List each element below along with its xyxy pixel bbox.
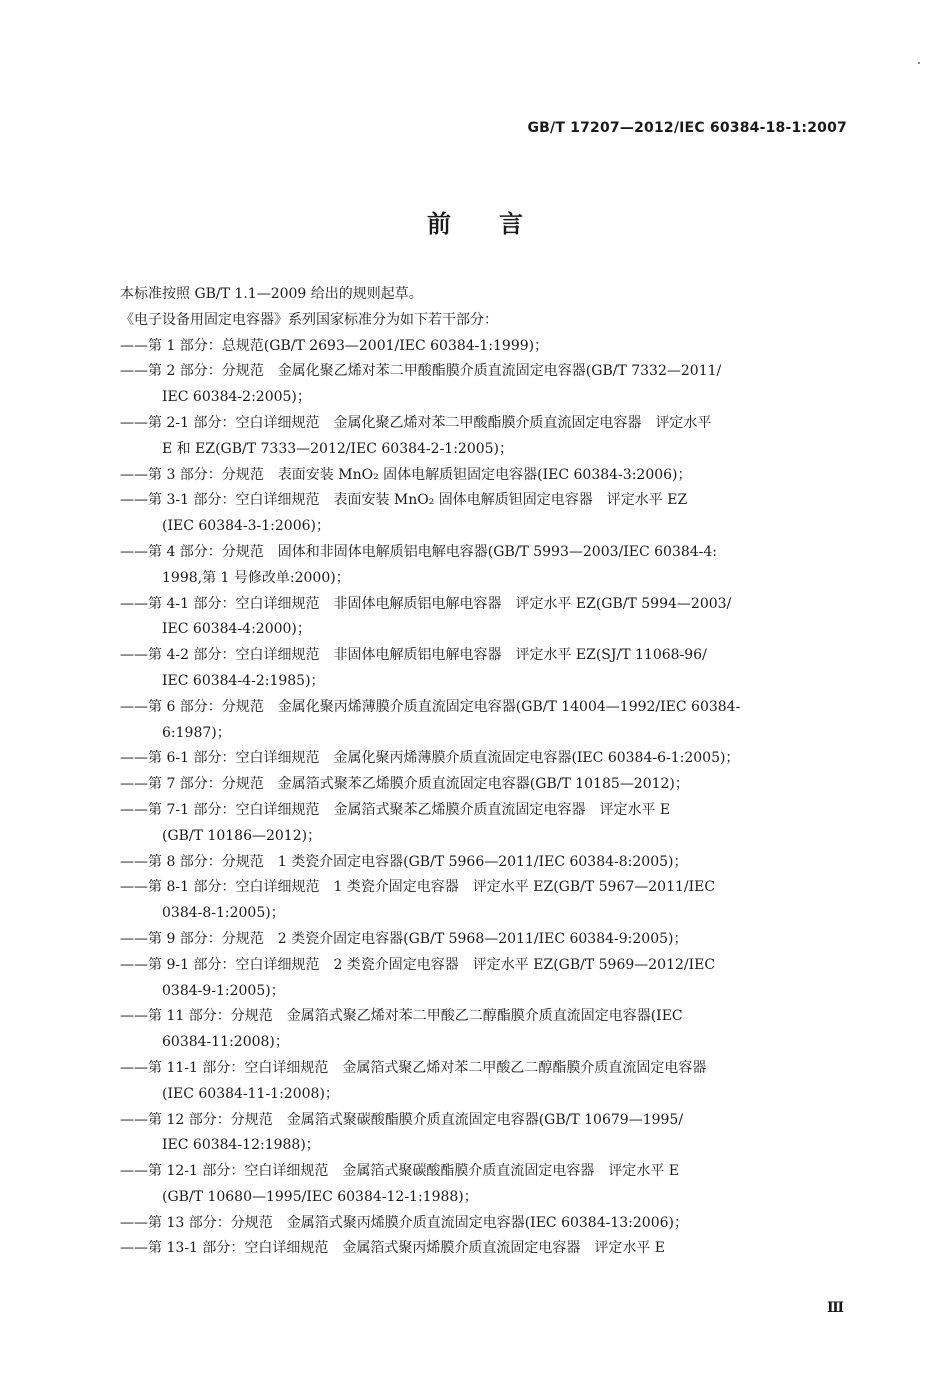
list-item-continuation: (IEC 60384-11-1:2008)；: [162, 1085, 339, 1102]
list-item: ——第 3-1 部分：空白详细规范 表面安装 MnO₂ 固体电解质钽固定电容器 评定水平 EZ: [120, 492, 688, 509]
intro-paragraph: 《电子设备用固定电容器》系列国家标准分为如下若干部分：: [120, 311, 498, 328]
list-item: ——第 4-2 部分：空白详细规范 非固体电解质铝电解电容器 评定水平 EZ(SJ/T 11068-96/: [120, 647, 707, 664]
list-item: ——第 9-1 部分：空白详细规范 2 类瓷介固定电容器 评定水平 EZ(GB/T 5969—2012/IEC: [120, 956, 716, 973]
list-item-continuation: IEC 60384-4:2000)；: [162, 621, 311, 638]
intro-paragraph: 本标准按照 GB/T 1.1—2009 给出的规则起草。: [120, 286, 423, 302]
list-item-continuation: 0384-8-1:2005)；: [162, 905, 285, 922]
list-item-continuation: (IEC 60384-3-1:2006)；: [162, 518, 330, 535]
list-item: ——第 12 部分：分规范 金属箔式聚碳酸酯膜介质直流固定电容器(GB/T 10679—1995/: [120, 1111, 684, 1128]
list-item-continuation: (GB/T 10680—1995/IEC 60384-12-1:1988)；: [162, 1188, 478, 1205]
list-item-continuation: 60384-11:2008)；: [162, 1034, 289, 1051]
list-item: ——第 11-1 部分：空白详细规范 金属箔式聚乙烯对苯二甲酸乙二醇酯膜介质直流固定电容器: [120, 1059, 707, 1076]
list-item-continuation: IEC 60384-12:1988)；: [162, 1137, 320, 1154]
list-item: ——第 9 部分：分规范 2 类瓷介固定电容器(GB/T 5968—2011/IEC 60384-9:2005)；: [120, 930, 688, 947]
list-item: ——第 12-1 部分：空白详细规范 金属箔式聚碳酸酯膜介质直流固定电容器 评定水平 E: [120, 1163, 680, 1180]
parts-list: [120, 334, 848, 1263]
list-item-continuation: (GB/T 10186—2012)；: [162, 827, 322, 844]
list-item: ——第 6-1 部分：空白详细规范 金属化聚丙烯薄膜介质直流固定电容器(IEC 60384-6-1:2005)；: [120, 750, 740, 767]
list-item: ——第 6 部分：分规范 金属化聚丙烯薄膜介质直流固定电容器(GB/T 14004—1992/IEC 60384-: [120, 698, 741, 715]
scan-speck: [918, 62, 920, 64]
list-item-continuation: IEC 60384-2:2005)；: [162, 389, 311, 406]
list-item-continuation: 6:1987)；: [162, 724, 231, 741]
list-item-continuation: 1998,第 1 号修改单:2000)；: [162, 569, 350, 586]
list-item: ——第 11 部分：分规范 金属箔式聚乙烯对苯二甲酸乙二醇酯膜介质直流固定电容器(IEC: [120, 1008, 683, 1025]
list-item: ——第 1 部分：总规范(GB/T 2693—2001/IEC 60384-1:1999)；: [120, 337, 549, 354]
list-item: ——第 2-1 部分：空白详细规范 金属化聚乙烯对苯二甲酸酯膜介质直流固定电容器 评定水平: [120, 414, 712, 431]
list-item: ——第 8-1 部分：空白详细规范 1 类瓷介固定电容器 评定水平 EZ(GB/T 5967—2011/IEC: [120, 879, 716, 896]
list-item: ——第 4 部分：分规范 固体和非固体电解质铝电解电容器(GB/T 5993—2003/IEC 60384-4:: [120, 543, 718, 560]
list-item: ——第 13 部分：分规范 金属箔式聚丙烯膜介质直流固定电容器(IEC 60384-13:2006)；: [120, 1214, 688, 1231]
standard-code: GB/T 17207—2012/IEC 60384-18-1:2007: [527, 120, 847, 136]
list-item-continuation: IEC 60384-4-2:1985)；: [162, 672, 325, 689]
list-item-continuation: 0384-9-1:2005)；: [162, 982, 285, 999]
list-item: ——第 13-1 部分：空白详细规范 金属箔式聚丙烯膜介质直流固定电容器 评定水平 E: [120, 1240, 666, 1257]
list-item: ——第 2 部分：分规范 金属化聚乙烯对苯二甲酸酯膜介质直流固定电容器(GB/T 7332—2011/: [120, 363, 722, 380]
list-item: ——第 4-1 部分：空白详细规范 非固体电解质铝电解电容器 评定水平 EZ(GB/T 5994—2003/: [120, 595, 732, 612]
page-number: Ⅲ: [826, 1300, 844, 1316]
page-title: 前言: [427, 210, 571, 238]
list-item: ——第 3 部分：分规范 表面安装 MnO₂ 固体电解质钽固定电容器(IEC 60384-3:2006)；: [120, 466, 692, 483]
document-body: [120, 282, 848, 1262]
list-item: ——第 7 部分：分规范 金属箔式聚苯乙烯膜介质直流固定电容器(GB/T 10185—2012)；: [120, 776, 689, 793]
list-item: ——第 7-1 部分：空白详细规范 金属箔式聚苯乙烯膜介质直流固定电容器 评定水平 E: [120, 801, 671, 818]
list-item-continuation: E 和 EZ(GB/T 7333—2012/IEC 60384-2-1:2005)；: [162, 440, 514, 457]
list-item: ——第 8 部分：分规范 1 类瓷介固定电容器(GB/T 5966—2011/IEC 60384-8:2005)；: [120, 853, 688, 870]
